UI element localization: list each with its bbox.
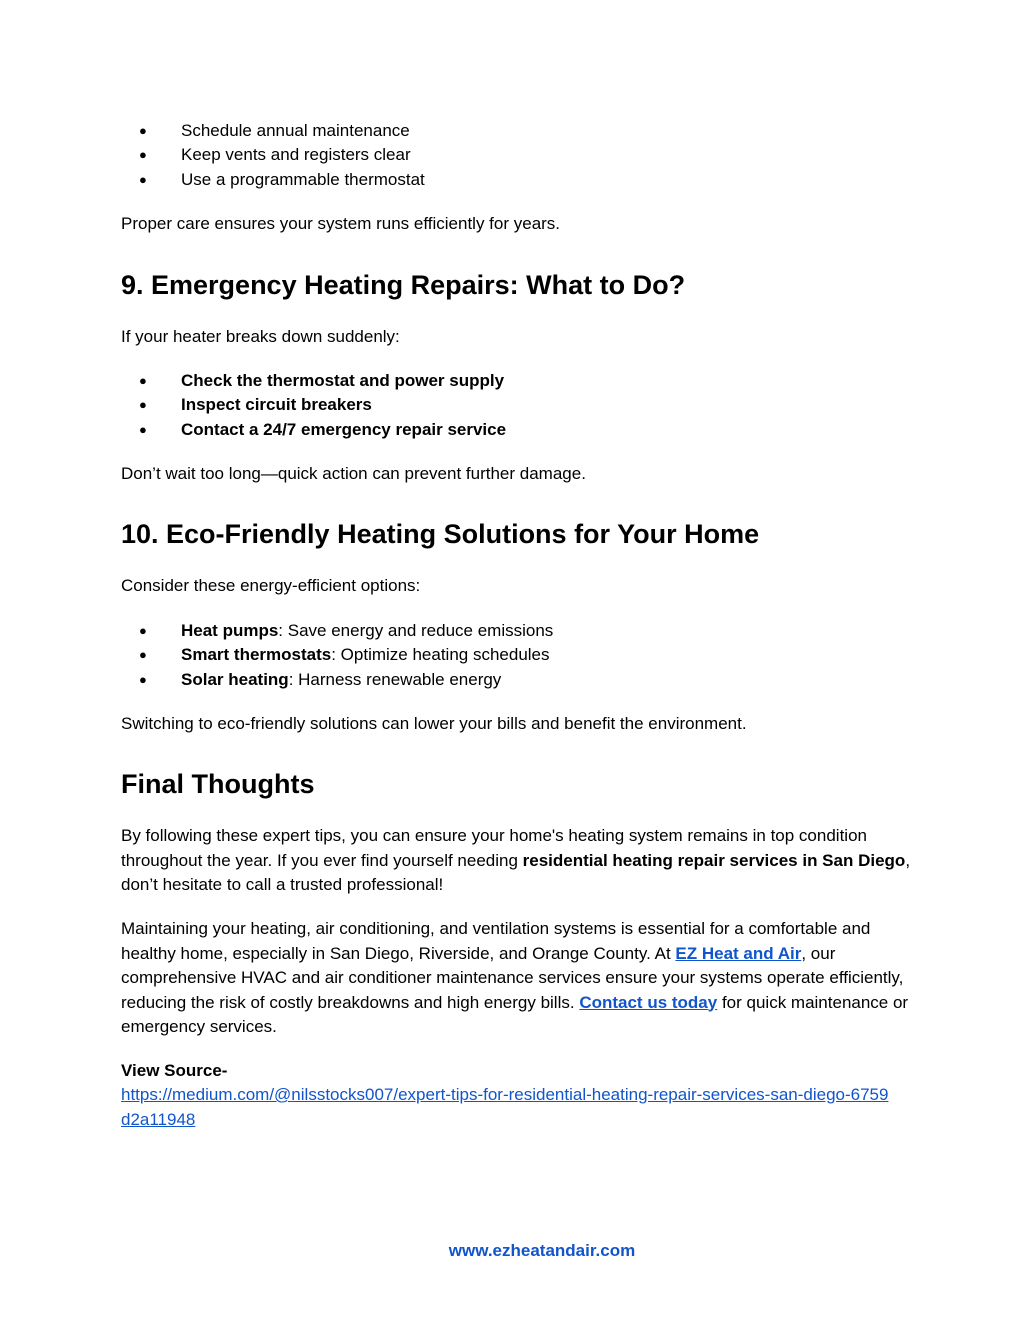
section10-heading: 10. Eco-Friendly Heating Solutions for Your Home xyxy=(121,519,760,549)
bullet-icon: ● xyxy=(139,671,147,687)
view-source-label: View Source- xyxy=(121,1061,228,1080)
section9-closing: Don’t wait too long—quick action can prevent further damage. xyxy=(121,464,586,483)
ez-heat-and-air-link[interactable]: EZ Heat and Air xyxy=(675,943,802,963)
section9-intro: If your heater breaks down suddenly: xyxy=(121,327,400,346)
maintenance-closing: Proper care ensures your system runs efficiently for years. xyxy=(121,214,561,233)
bullet-icon: ● xyxy=(139,171,147,187)
list-item: ● Inspect circuit breakers xyxy=(121,393,506,417)
final-paragraph-2: Maintaining your heating, air conditioning, and ventilation systems is essential for a comfortable and healthy home, especially in San Diego, Riverside, and Orange County. At EZ Heat and Air, our comprehensive HVAC and air conditioner maintenance services ensure your systems operate efficiently, reducing the risk of costly breakdowns and high energy bills. Contact us today for quick maintenance or emergency services. xyxy=(121,919,909,1036)
bullet-icon: ● xyxy=(139,421,147,437)
section9-heading: 9. Emergency Heating Repairs: What to Do? xyxy=(121,270,686,300)
list-item: ● Smart thermostats: Optimize heating schedules xyxy=(121,643,553,667)
contact-us-link[interactable]: Contact us today xyxy=(579,992,718,1012)
section9-list xyxy=(121,369,506,442)
list-item: ● Heat pumps: Save energy and reduce emissions xyxy=(121,619,553,643)
bullet-icon: ● xyxy=(139,623,147,638)
section10-list xyxy=(121,619,553,692)
bullet-icon: ● xyxy=(139,397,147,413)
section10-closing: Switching to eco-friendly solutions can lower your bills and benefit the environment. xyxy=(121,714,747,733)
section10-intro: Consider these energy-efficient options: xyxy=(121,576,421,595)
list-item: ● Check the thermostat and power supply xyxy=(121,369,506,393)
bullet-icon: ● xyxy=(139,147,147,163)
source-url-link[interactable]: https://medium.com/@nilsstocks007/expert-tips-for-residential-heating-repair-services-san-diego-6759d2a11948 xyxy=(121,1085,889,1129)
bullet-icon: ● xyxy=(139,647,147,663)
bullet-icon: ● xyxy=(139,123,147,138)
source-url-container xyxy=(121,1083,896,1132)
list-item: ● Contact a 24/7 emergency repair service xyxy=(121,418,506,442)
list-item: ● Use a programmable thermostat xyxy=(121,168,425,192)
list-item: ● Keep vents and registers clear xyxy=(121,143,425,167)
list-item: ● Solar heating: Harness renewable energy xyxy=(121,668,553,692)
list-item: ● Schedule annual maintenance xyxy=(121,119,425,143)
maintenance-list xyxy=(121,119,425,192)
bullet-icon: ● xyxy=(139,373,147,388)
final-paragraph-1: By following these expert tips, you can ensure your home's heating system remains in top condition throughout the year. If you ever find yourself needing residential heating repair services in San Diego, don’t hesitate to call a trusted professional! xyxy=(121,826,911,894)
final-thoughts-heading: Final Thoughts xyxy=(121,769,315,799)
footer-website[interactable]: www.ezheatandair.com xyxy=(448,1241,636,1260)
